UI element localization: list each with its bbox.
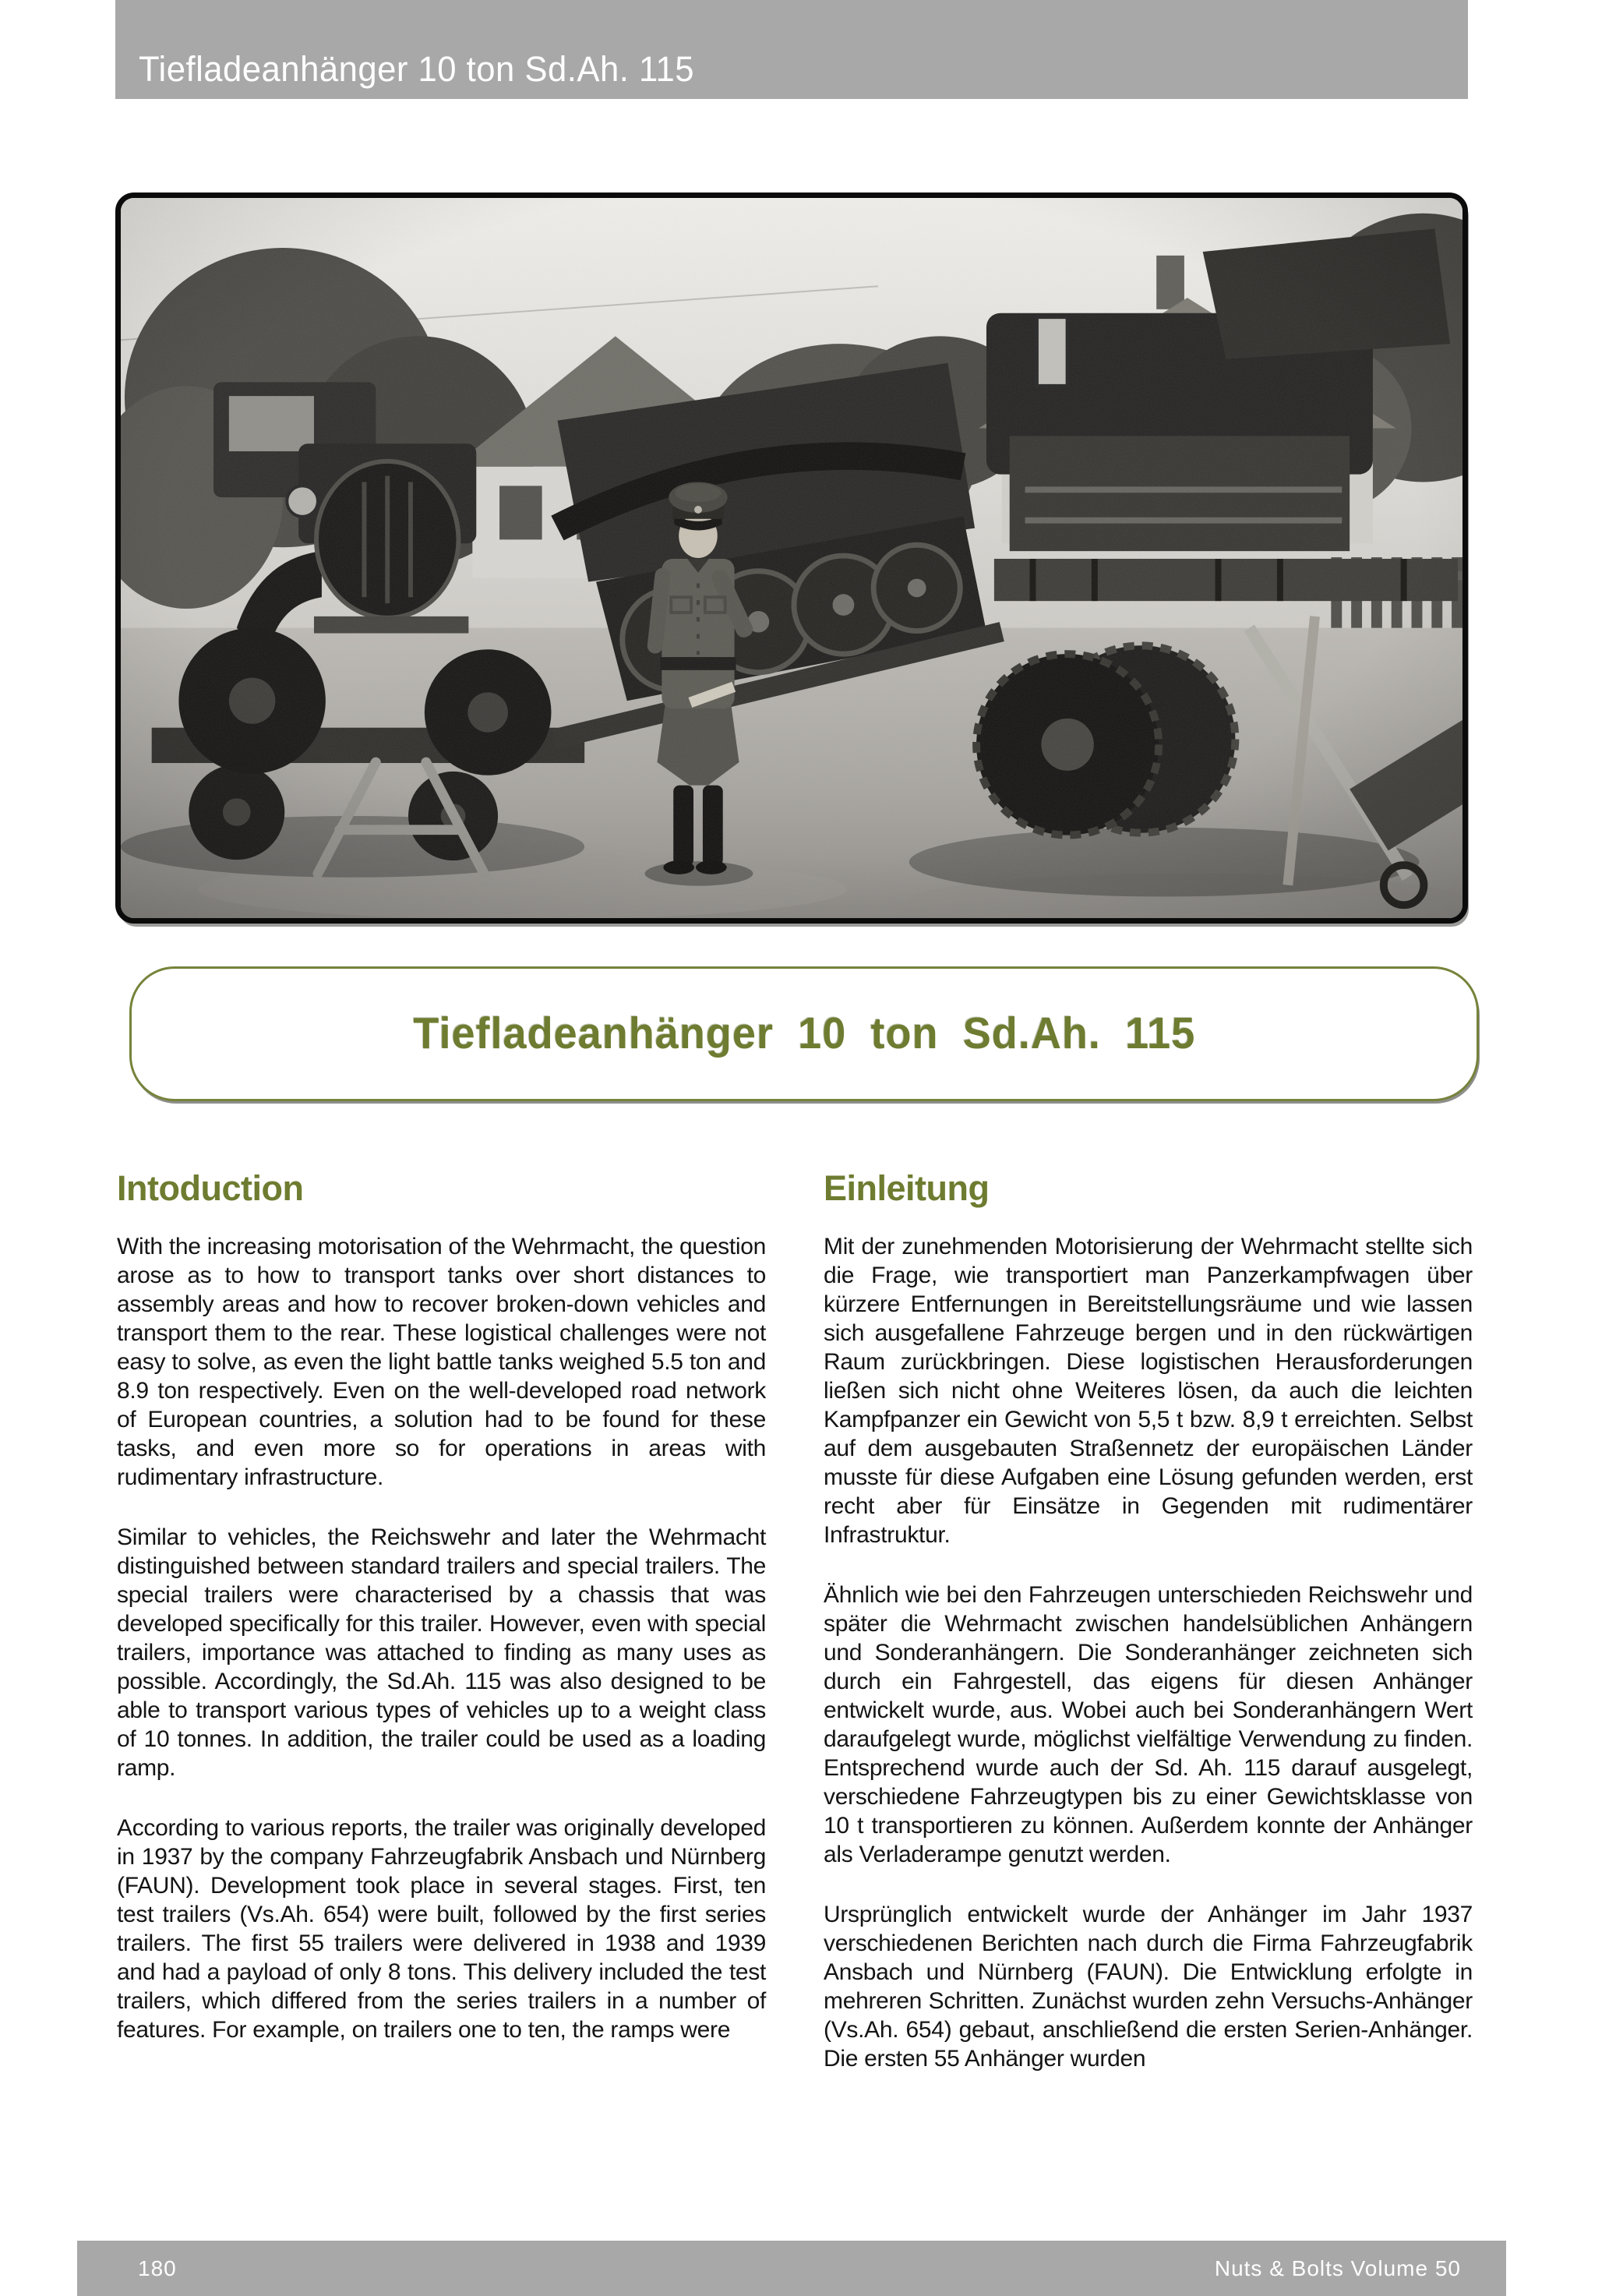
volume-label: Nuts & Bolts Volume 50 [1214, 2255, 1461, 2280]
column-english [117, 1168, 766, 2073]
heading-english: Intoduction [117, 1168, 304, 1208]
column-german [824, 1168, 1473, 2073]
page-number: 180 [138, 2255, 177, 2280]
header-bar [115, 0, 1468, 99]
photo-halftracks-illustration [121, 198, 1462, 918]
german-paragraph-3: Ursprünglich entwickelt wurde der Anhänger im Jahr 1937 verschiedenen Berichten nach durch die Firma Fahrzeugfabrik Ansbach und Nürnberg (FAUN). Die Entwicklung erfolgte in mehreren Schritten. Zunächst wurden zehn Versuchs-Anhänger (Vs.Ah. 654) gebaut, anschließend die ersten Serien-Anhänger. Die ersten 55 Anhänger wurden [824, 1902, 1473, 2072]
header-title: Tiefladeanhänger 10 ton Sd.Ah. 115 [139, 49, 694, 89]
german-paragraph-2: Ähnlich wie bei den Fahrzeugen unterschieden Reichswehr und später die Wehrmacht zwischen handelsüblichen Anhängern und Sonderanhängern. Die Sonderanhänger zeichneten sich durch ein Fahrgestell, das eigens für diesen Anhänger entwickelt wurde, aus. Wobei auch bei Sonderanhängern Wert daraufgelegt wurde, möglichst vielfältige Verwendung zu finden. Entsprechend wurde auch der Sd. Ah. 115 darauf ausgelegt, verschiedene Fahrzeugtypen bis zu einer Gewichtsklasse von 10 t transportieren zu können. Außerdem konnte der Anhänger als Verladerampe genutzt werden. [824, 1582, 1473, 1867]
title-box-text: Tiefladeanhänger 10 ton Sd.Ah. 115 [413, 1008, 1195, 1058]
english-paragraph-2: Similar to vehicles, the Reichswehr and later the Wehrmacht distinguished between standard trailers and special trailers. The special trailers were characterised by a chassis that was developed specifically for this trailer. However, even with special trailers, importance was attached to finding as many uses as possible. Accordingly, the Sd.Ah. 115 was also designed to be able to transport various types of vehicles up to a weight class of 10 tonnes. In addition, the trailer could be used as a loading ramp. [117, 1524, 766, 1781]
footer-bar [77, 2241, 1506, 2296]
heading-german: Einleitung [824, 1168, 990, 1208]
photo [115, 193, 1468, 924]
title-box [129, 966, 1479, 1101]
english-paragraph-1: With the increasing motorisation of the Wehrmacht, the question arose as to how to transport tanks over short distances to assembly areas and how to recover broken-down vehicles and transport them to the rear. These logistical challenges were not easy to solve, as even the light battle tanks weighed 5.5 ton and 8.9 ton respectively. Even on the well-developed road network of European countries, a solution had to be found for these tasks, and even more so for operations in areas with rudimentary infrastructure. [117, 1234, 766, 1490]
german-paragraph-1: Mit der zunehmenden Motorisierung der Wehrmacht stellte sich die Frage, wie transportiert man Panzerkampfwagen über kürzere Entfernungen in Bereitstellungsräume und wie lassen sich ausgefallene Fahrzeuge bergen und in den rückwärtigen Raum zurückbringen. Diese logistischen Herausforderungen ließen sich nicht ohne Weiteres lösen, da auch die leichten Kampfpanzer ein Gewicht von 5,5 t bzw. 8,9 t erreichten. Selbst auf dem ausgebauten Straßennetz der europäischen Länder musste für diese Aufgaben eine Lösung gefunden werden, erst recht aber für Einsätze in Gegenden mit rudimentärer Infrastruktur. [824, 1234, 1473, 1548]
english-paragraph-3: According to various reports, the trailer was originally developed in 1937 by the company Fahrzeugfabrik Ansbach und Nürnberg (FAUN). Development took place in several stages. First, ten test trailers (Vs.Ah. 654) were built, followed by the first series trailers. The first 55 trailers were delivered in 1938 and 1939 and had a payload of only 8 tons. This delivery included the test trailers, which differed from the series trailers in a number of features. For example, on trailers one to ten, the ramps were [117, 1815, 766, 2043]
intro-columns [117, 1168, 1473, 2073]
